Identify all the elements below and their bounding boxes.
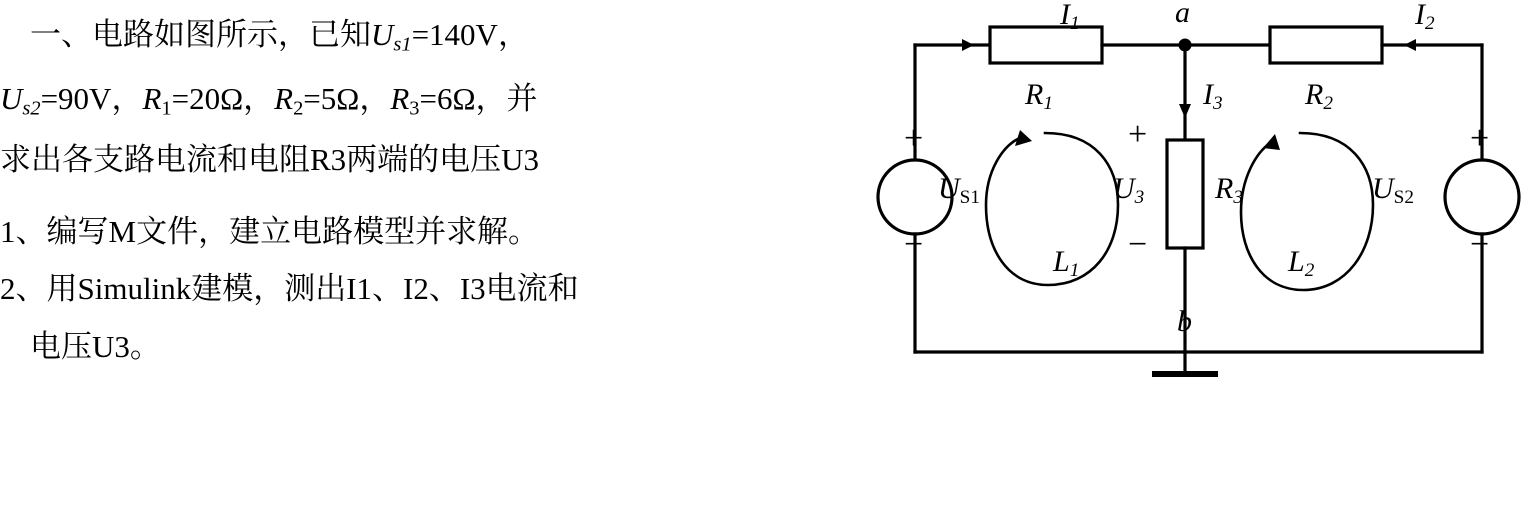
- polarity-plus-u3: +: [1128, 116, 1148, 153]
- problem-task-2: 2、用Simulink建模，测出I1、I2、I3电流和: [0, 271, 579, 306]
- label-u3: $U_3$: [1113, 172, 1145, 208]
- symbol-us2: $U_{s2}$: [0, 81, 41, 120]
- value-r1: =20Ω，: [171, 81, 275, 116]
- resistor-r2-body: [1270, 27, 1382, 63]
- problem-task-1: 1、编写M文件，建立电路模型并求解。: [0, 214, 540, 249]
- circuit-schematic-svg: [870, 0, 1530, 508]
- problem-line-2: [0, 82, 538, 126]
- polarity-minus-us1: −: [904, 226, 924, 263]
- label-l1: $L_1$: [1053, 245, 1080, 281]
- node-a-dot: [1179, 39, 1192, 52]
- label-node-a: a: [1175, 0, 1190, 29]
- label-i2: $I_2$: [1415, 0, 1435, 34]
- label-r2: $R_2$: [1305, 78, 1333, 114]
- label-us1: $U_{S1}$: [938, 172, 980, 208]
- label-node-b: b: [1177, 305, 1192, 338]
- label-i3: $I_3$: [1203, 78, 1223, 114]
- polarity-minus-u3: −: [1128, 226, 1148, 263]
- polarity-plus-us1: +: [904, 120, 924, 157]
- voltage-source-us2-symbol: [1445, 160, 1519, 234]
- label-us2: $U_{S2}$: [1372, 172, 1414, 208]
- resistor-r1-body: [990, 27, 1102, 63]
- label-r1: $R_1$: [1025, 78, 1053, 114]
- resistor-r3-body: [1167, 140, 1203, 248]
- problem-line-1: [30, 18, 529, 62]
- value-r3: =6Ω，并: [419, 81, 538, 116]
- line1-value: =140V，: [411, 17, 529, 52]
- line1-symbol-us1: $U_{s1}$: [371, 17, 412, 56]
- mesh-loop-l1: [986, 130, 1118, 285]
- symbol-r3: $R_3$: [390, 81, 420, 120]
- problem-line-3: 求出各支路电流和电阻R3两端的电压U3: [0, 142, 540, 177]
- current-arrow-i2: [1404, 39, 1430, 51]
- symbol-r1: $R_1$: [142, 81, 172, 120]
- label-i1: $I_1$: [1060, 0, 1080, 34]
- line1-prefix: 一、电路如图所示，已知: [30, 17, 371, 52]
- current-arrow-i3: [1179, 82, 1191, 118]
- polarity-minus-us2: −: [1470, 226, 1490, 263]
- label-l2: $L_2$: [1288, 245, 1315, 281]
- problem-task-2-cont: 电压U3。: [30, 329, 161, 364]
- polarity-plus-us2: +: [1470, 120, 1490, 157]
- current-arrow-i1: [948, 39, 974, 51]
- symbol-r2: $R_2$: [274, 81, 304, 120]
- value-r2: =5Ω，: [303, 81, 391, 116]
- label-r3: $R_3$: [1215, 172, 1243, 208]
- value-us2: =90V，: [40, 81, 143, 116]
- circuit-diagram: [870, 0, 1530, 508]
